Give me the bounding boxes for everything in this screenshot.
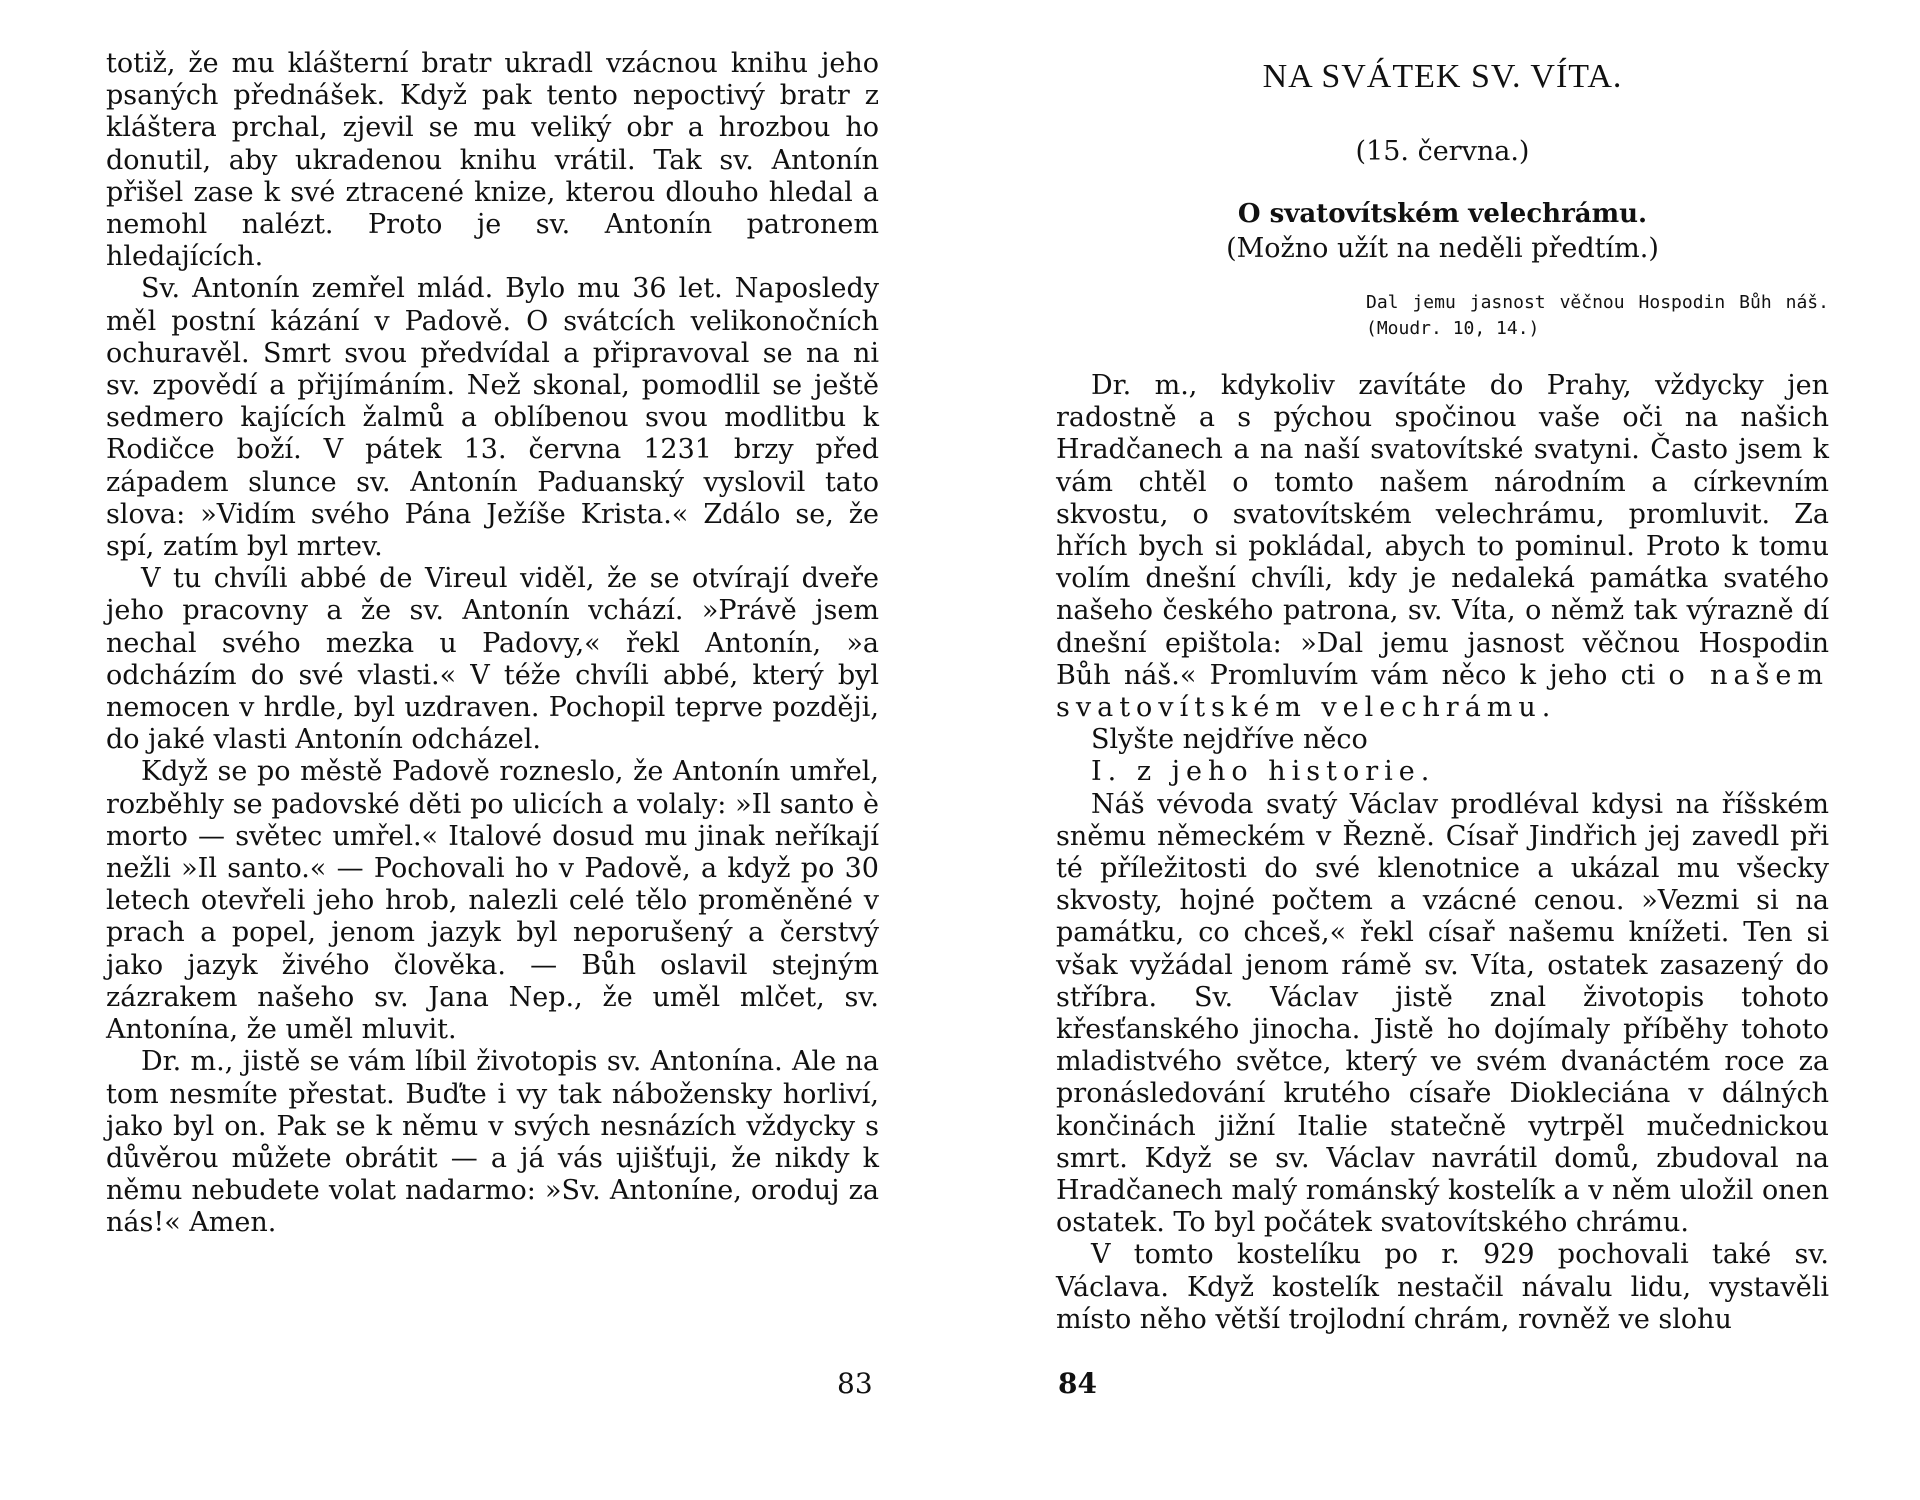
- right-paragraph-1-text: Dr. m., kdykoliv zavítáte do Prahy, vždycky jen radostně a s pýchou spočinou vaše oči na našich Hradčanech a na naší svatovítské svatyni. Často jsem k vám chtěl o tomto našem národním a církevním skvostu, o svatovítském velechrámu, promluvit. Za hřích bych si pokládal, abych to pominul. Proto k tomu volím dnešní chvíli, kdy je nedaleká památka svatého našeho českého patrona, sv. Víta, o němž tak výrazně dí dnešní epištola: »Dal jemu jasnost věčnou Hospodin Bůh náš.« Promluvím vám něco k jeho cti: [1056, 370, 1829, 691]
- chapter-note: (Možno užít na neděli předtím.): [1226, 233, 1659, 264]
- spaced-emphasis: o našem svatovítském velechrámu.: [1056, 659, 1829, 724]
- right-page-number: 84: [1058, 1367, 1097, 1400]
- motto-quote: Dal jemu jasnost věčnou Hospodin Bůh náš. (Moudr. 10, 14.): [1366, 292, 1829, 339]
- right-paragraph-4: Náš vévoda svatý Václav prodléval kdysi na říšském sněmu německém v Řezně. Císař Jindřich jej zavedl při té příležitosti do své klenotnice a ukázal mu všecky skvosty, hojné počtem a vzácné cenou. »Vezmi si na památku, co chceš,« řekl císař našemu knížeti. Ten si však vyžádal jenom rámě sv. Víta, ostatek zasazený do stříbra. Sv. Václav jistě znal životopis tohoto křesťanského jinocha. Jistě ho dojímaly příběhy tohoto mladistvého světce, který ve svém dvanáctém roce za pronásledování krutého císaře Diokleciána v dálných končinách jižní Italie statečně vytrpěl mučednickou smrt. Když se sv. Václav navrátil domů, zbudoval na Hradčanech malý románský kostelík a v něm uložil onen ostatek. To byl počátek svatovítského chrámu.: [1056, 788, 1829, 1239]
- section-heading-text: I. z jeho historie.: [1091, 756, 1436, 788]
- left-paragraph-5: Dr. m., jistě se vám líbil životopis sv. Antonína. Ale na tom nesmíte přestat. Buďte i vy tak nábožensky horliví, jako byl on. Pak se k němu v svých nesnázích vždycky s důvěrou můžete obrátit — a já vás ujišťuji, že nikdy k němu nebudete volat nadarmo: »Sv. Antoníne, oroduj za nás!« Amen.: [106, 1046, 879, 1239]
- chapter-subtitle: O svatovítském velechrámu.: [1237, 199, 1648, 229]
- left-paragraph-1: totiž, že mu klášterní bratr ukradl vzácnou knihu jeho psaných přednášek. Když pak tento nepoctivý bratr z kláštera prchal, zjevil se mu veliký obr a hrozbou ho donutil, aby ukradenou knihu vrátil. Tak sv. Antonín přišel zase k své ztracené knize, kterou dlouho hledal a nemohl nalézt. Proto je sv. Antonín patronem hledajících.: [106, 48, 879, 273]
- left-page-number: 83: [837, 1367, 873, 1400]
- chapter-date: (15. června.): [1355, 136, 1530, 167]
- chapter-title: NA SVÁTEK SV. VÍTA.: [1262, 58, 1623, 95]
- right-paragraph-2: Slyšte nejdříve něco: [1091, 724, 1368, 756]
- right-body: [1056, 370, 1829, 1336]
- section-heading: [1056, 756, 1829, 788]
- left-paragraph-3: V tu chvíli abbé de Vireul viděl, že se otvírají dveře jeho pracovny a že sv. Antonín vchází. »Právě jsem nechal svého mezka u Padovy,« řekl Antonín, »a odcházím do své vlasti.« V téže chvíli abbé, který byl nemocen v hrdle, byl uzdraven. Pochopil teprve později, do jaké vlasti Antonín odcházel.: [106, 563, 879, 756]
- left-paragraph-4: Když se po městě Padově rozneslo, že Antonín umřel, rozběhly se padovské děti po ulicích a volaly: »Il santo è morto — světec umřel.« Italové dosud mu jinak neříkají nežli »Il santo.« — Pochovali ho v Padově, a když po 30 letech otevřeli jeho hrob, nalezli celé tělo proměněné v prach a popel, jenom jazyk byl neporušený a čerstvý jako jazyk živého člověka. — Bůh oslavil stejným zázrakem našeho sv. Jana Nep., že uměl mlčet, sv. Antonína, že uměl mluvit.: [106, 756, 879, 1046]
- right-page: [1056, 48, 1829, 1336]
- left-paragraph-2: Sv. Antonín zemřel mlád. Bylo mu 36 let. Naposledy měl postní kázání v Padově. O svátcích velikonočních ochuravěl. Smrt svou předvídal a připravoval se na ni sv. zpovědí a přijímáním. Než skonal, pomodlil se ještě sedmero kajících žalmů a oblíbenou svou modlitbu k Rodičce boží. V pátek 13. června 1231 brzy před západem slunce sv. Antonín Paduanský vyslovil tato slova: »Vidím svého Pána Ježíše Krista.« Zdálo se, že spí, zatím byl mrtev.: [106, 273, 879, 563]
- right-paragraph-5: V tomto kostelíku po r. 929 pochovali také sv. Václava. Když kostelík nestačil návalu lidu, vystavěli místo něho větší trojlodní chrám, rovněž ve slohu: [1056, 1239, 1829, 1335]
- left-page: [106, 48, 879, 1240]
- right-paragraph-1: [1056, 370, 1829, 724]
